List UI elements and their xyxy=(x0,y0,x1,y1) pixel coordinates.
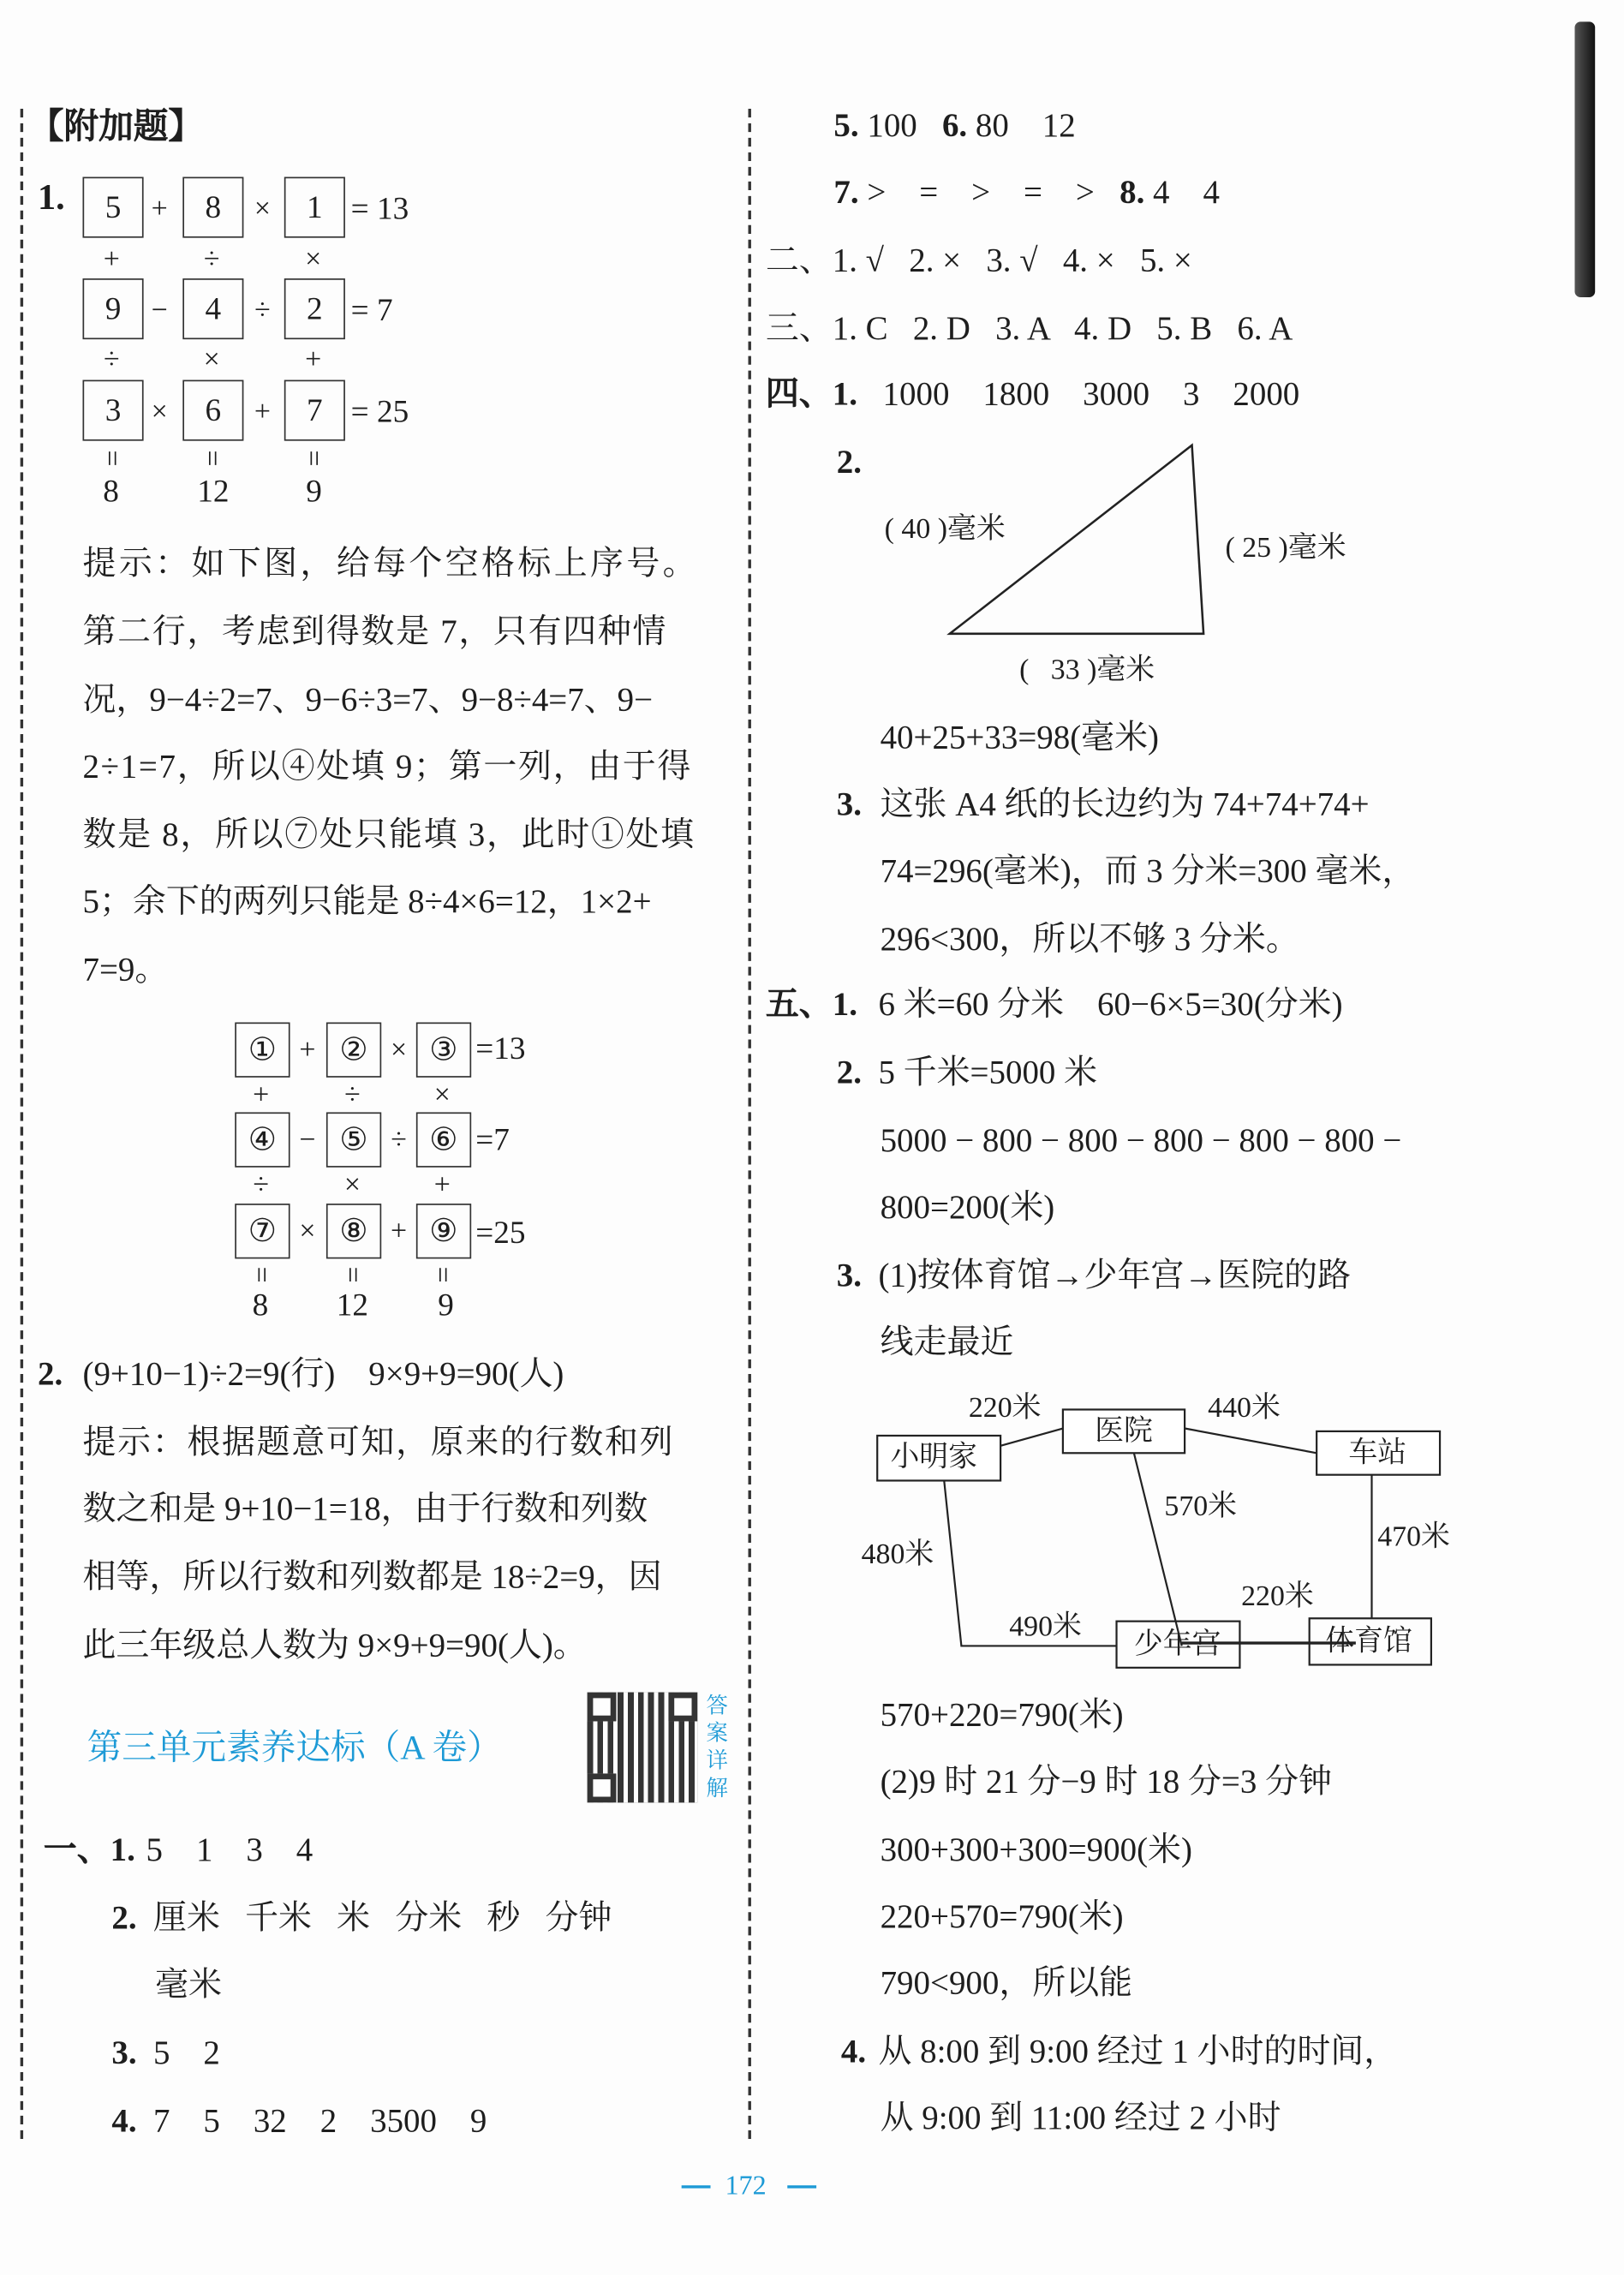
hint1-line: 况，9−4÷2=7、9−6÷3=7、9−8÷4=7、9− xyxy=(82,681,654,718)
answer-line: 300+300+300=900(米) xyxy=(880,1831,1192,1868)
hint2-line: 提示：根据题意可知，原来的行数和列 xyxy=(82,1424,675,1461)
answer-line: 40+25+33=98(毫米) xyxy=(880,719,1160,756)
map-place: 少年宫 xyxy=(1133,1628,1221,1661)
equals-sign: = xyxy=(245,1266,278,1283)
grid2-cell: ⑤ xyxy=(326,1112,381,1167)
hint2-line: 相等，所以行数和列数都是 18÷2=9，因 xyxy=(82,1558,662,1596)
answer-line: 220+570=790(米) xyxy=(880,1898,1124,1935)
answer-line: 三、1. C 2. D 3. A 4. D 5. B 6. A xyxy=(765,310,1293,347)
grid2-cell: ⑥ xyxy=(416,1112,471,1167)
hint1-line: 提示：如下图，给每个空格标上序号。 xyxy=(82,545,699,582)
s1-answer: 7 5 32 2 3500 9 xyxy=(145,2102,487,2140)
num: 7. xyxy=(833,174,859,211)
q-number: 3. xyxy=(836,786,863,822)
grid2-op: × xyxy=(343,1168,361,1201)
grid1-op: × xyxy=(305,243,322,276)
hint2-line: 此三年级总人数为 9×9+9=90(人)。 xyxy=(82,1627,587,1664)
grid2-op: × xyxy=(299,1215,316,1247)
map-distance: 470米 xyxy=(1377,1520,1450,1554)
grid1-op: × xyxy=(254,193,271,225)
grid1-cell: 2 xyxy=(284,278,345,339)
answer-line: 6 米=60 分米 60−6×5=30(分米) xyxy=(869,986,1343,1023)
grid2-col-result: 9 xyxy=(438,1286,454,1323)
map-distance: 440米 xyxy=(1208,1392,1281,1425)
map-place: 小明家 xyxy=(890,1441,978,1473)
answer-line: 1000 1800 3000 3 2000 xyxy=(874,375,1300,412)
grid1-cell: 8 xyxy=(182,177,243,238)
s1-number: 2. xyxy=(111,1899,137,1937)
equals-sign: = xyxy=(297,450,330,467)
num: 8. xyxy=(1119,174,1145,211)
grid2-op: + xyxy=(433,1168,451,1201)
triangle-label: ( 25 )毫米 xyxy=(1225,532,1346,565)
s1-answer: 厘米 千米 米 分米 秒 分钟 xyxy=(145,1899,612,1937)
hint2-line: 数之和是 9+10−1=18，由于行数和列数 xyxy=(82,1490,648,1527)
grid2-result: =25 xyxy=(475,1213,526,1251)
grid2-op: − xyxy=(299,1123,316,1156)
equals-sign: = xyxy=(195,450,228,467)
s4-number: 四、1. xyxy=(765,375,857,412)
grid2-result: =13 xyxy=(475,1029,526,1066)
map-place: 体育馆 xyxy=(1325,1625,1412,1658)
s1-answer: 5 2 xyxy=(145,2034,220,2071)
s1-number: 一、1. xyxy=(43,1831,135,1868)
grid2-op: ÷ xyxy=(344,1078,361,1111)
section-title: 第三单元素养达标（A 卷） xyxy=(87,1729,502,1768)
map-distance: 220米 xyxy=(1241,1580,1314,1613)
grid2-cell: ⑨ xyxy=(416,1204,471,1258)
grid2-col-result: 12 xyxy=(336,1286,368,1323)
answer-line: 二、1. √ 2. × 3. √ 4. × 5. × xyxy=(765,242,1192,279)
triangle-label: ( 33 )毫米 xyxy=(1019,654,1155,686)
answer-line: 线走最近 xyxy=(880,1323,1014,1360)
grid1-col-result: 12 xyxy=(197,472,230,510)
s1-number: 3. xyxy=(111,2034,137,2071)
grid2-op: × xyxy=(390,1034,408,1066)
answer-line: 从 8:00 到 9:00 经过 1 小时的时间， xyxy=(869,2033,1398,2070)
qr-caption: 答案详解 xyxy=(706,1695,728,1801)
grid1-cell: 6 xyxy=(182,380,243,441)
page-number-rule xyxy=(787,2185,816,2188)
grid2-op: + xyxy=(253,1078,270,1111)
answer-line: 790<900，所以能 xyxy=(880,1964,1133,2002)
equals-sign: = xyxy=(95,450,128,467)
answer-line: 74=296(毫米)，而 3 分米=300 毫米， xyxy=(880,852,1416,889)
grid1-op: + xyxy=(103,243,120,276)
grid1-op: × xyxy=(203,343,220,376)
grid1-result: = 25 xyxy=(350,392,409,430)
num: 5. xyxy=(833,107,859,144)
q1-number: 1. xyxy=(38,178,65,218)
grid2-op: ÷ xyxy=(391,1123,407,1156)
hint1-line: 数是 8，所以⑦处只能填 3，此时①处填 xyxy=(82,816,696,853)
grid2-result: =7 xyxy=(475,1120,510,1157)
grid1-op: + xyxy=(254,396,271,428)
grid2-cell: ① xyxy=(235,1022,290,1077)
grid1-result: = 13 xyxy=(350,189,409,227)
answer-line: (1)按体育馆→少年宫→医院的路 xyxy=(869,1257,1352,1294)
q2-number: 2. xyxy=(38,1355,63,1393)
grid2-op: × xyxy=(433,1078,451,1111)
map-distance: 570米 xyxy=(1164,1490,1238,1523)
answer-line: 296<300，所以不够 3 分米。 xyxy=(880,920,1299,958)
grid1-result: = 7 xyxy=(350,291,393,328)
grid2-cell: ④ xyxy=(235,1112,290,1167)
s1-answer: 毫米 xyxy=(155,1966,223,2003)
hint1-line: 第二行，考虑到得数是 7，只有四种情 xyxy=(82,613,668,650)
val: > = > = > xyxy=(858,174,1120,211)
hint1-line: 5；余下的两列只能是 8÷4×6=12，1×2+ xyxy=(82,882,652,920)
grid1-op: + xyxy=(305,343,322,376)
grid2-op: + xyxy=(390,1215,408,1247)
grid1-cell: 3 xyxy=(82,380,143,441)
s5-number: 五、1. xyxy=(765,986,857,1023)
q2-answer: (9+10−1)÷2=9(行) 9×9+9=90(人) xyxy=(82,1355,564,1393)
grid1-cell: 4 xyxy=(182,278,243,339)
grid1-cell: 9 xyxy=(82,278,143,339)
grid1-col-result: 9 xyxy=(306,472,322,510)
s1-answer: 5 1 3 4 xyxy=(137,1831,313,1868)
map-place: 医院 xyxy=(1095,1415,1153,1448)
grid2-op: ÷ xyxy=(253,1168,270,1201)
grid1-cell: 5 xyxy=(82,177,143,238)
grid2-cell: ② xyxy=(326,1022,381,1077)
val: 80 12 xyxy=(967,107,1076,144)
grid1-op: ÷ xyxy=(104,343,120,376)
heading: 【附加题】 xyxy=(28,108,204,146)
grid1-op: − xyxy=(151,294,168,326)
q-number: 3. xyxy=(836,1257,863,1294)
page-number: 172 xyxy=(725,2171,767,2201)
val: 4 4 xyxy=(1144,174,1220,211)
grid2-cell: ⑧ xyxy=(326,1204,381,1258)
answer-line: 这张 A4 纸的长边约为 74+74+74+ xyxy=(880,786,1370,822)
grid1-col-result: 8 xyxy=(103,472,119,510)
answer-line: 5 千米=5000 米 xyxy=(869,1054,1098,1091)
s1-number: 4. xyxy=(111,2102,137,2140)
hint1-line: 2÷1=7，所以④处填 9；第一列，由于得 xyxy=(82,748,693,785)
grid1-op: ÷ xyxy=(203,243,220,276)
answer-line: 5000 − 800 − 800 − 800 − 800 − 800 − xyxy=(880,1122,1402,1159)
triangle-label: ( 40 )毫米 xyxy=(884,513,1006,546)
num: 6. xyxy=(941,107,968,144)
q-number: 2. xyxy=(836,1054,863,1091)
answer-line: (2)9 时 21 分−9 时 18 分=3 分钟 xyxy=(880,1763,1332,1800)
grid2-cell: ③ xyxy=(416,1022,471,1077)
grid1-op: × xyxy=(151,396,168,428)
grid1-cell: 7 xyxy=(284,380,345,441)
grid2-cell: ⑦ xyxy=(235,1204,290,1258)
page-number-rule xyxy=(682,2185,711,2188)
q-number: 4. xyxy=(840,2033,867,2070)
answer-line: 从 9:00 到 11:00 经过 2 小时 xyxy=(880,2100,1281,2136)
val: 100 xyxy=(858,107,942,144)
map-distance: 490米 xyxy=(1009,1610,1082,1644)
grid2-op: + xyxy=(299,1034,316,1066)
equals-sign: = xyxy=(336,1266,368,1283)
answer-line: 800=200(米) xyxy=(880,1189,1055,1226)
map-place: 车站 xyxy=(1348,1437,1407,1469)
grid2-col-result: 8 xyxy=(252,1286,269,1323)
q-number: 2. xyxy=(836,444,863,481)
equals-sign: = xyxy=(426,1266,458,1283)
grid1-op: ÷ xyxy=(254,294,271,326)
grid1-op: + xyxy=(151,193,168,225)
hint1-line: 7=9。 xyxy=(82,951,169,988)
map-distance: 480米 xyxy=(861,1538,934,1571)
map-distance: 220米 xyxy=(968,1392,1042,1425)
answer-line: 570+220=790(米) xyxy=(880,1696,1124,1734)
grid1-cell: 1 xyxy=(284,177,345,238)
